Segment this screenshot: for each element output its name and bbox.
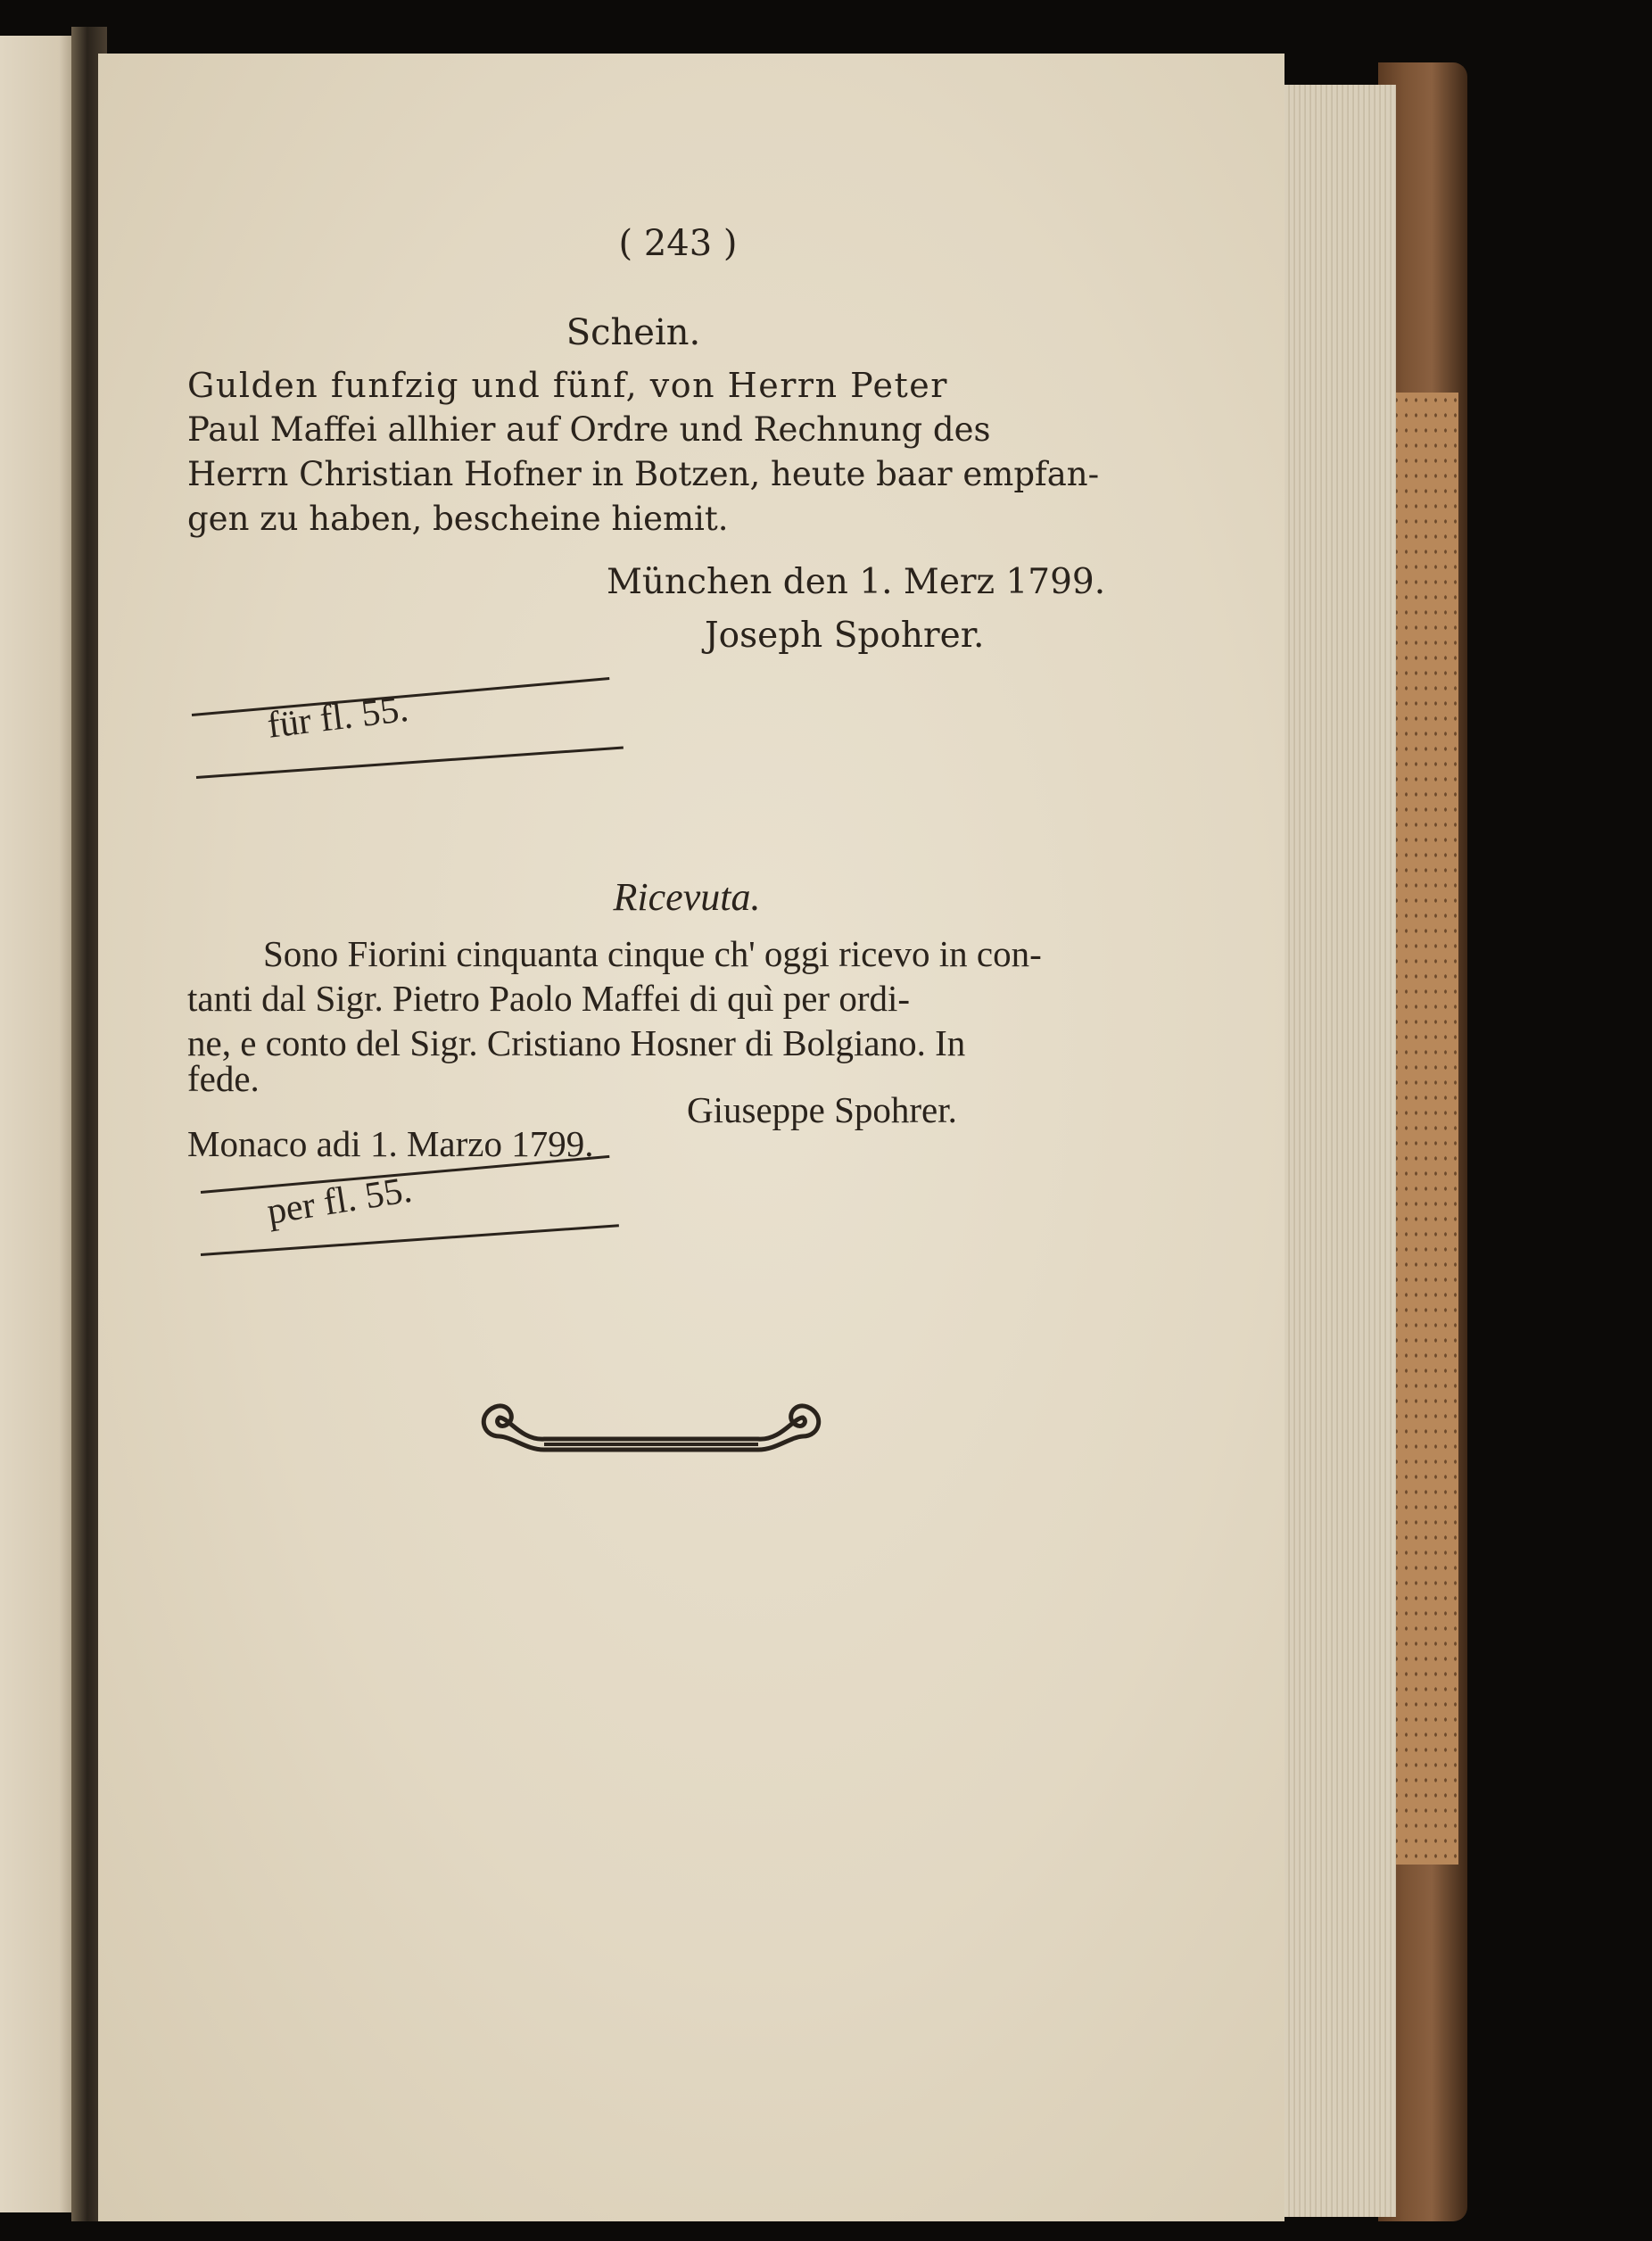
amount-rule [196, 747, 624, 779]
page-number: ( 243 ) [618, 223, 738, 264]
german-signature: Joseph Spohrer. [705, 616, 985, 656]
german-receipt-line: Herrn Christian Hofner in Botzen, heute baar empfan- [187, 455, 1100, 493]
german-receipt-line: gen zu haben, bescheine hiemit. [187, 500, 729, 538]
cover-binding-texture [1392, 393, 1458, 1865]
page-edges [1280, 85, 1396, 2217]
italian-receipt-line: fede. [187, 1058, 260, 1099]
italian-amount-stamp: per fl. 55. [264, 1169, 415, 1233]
german-receipt-line: Paul Maffei allhier auf Ordre und Rechnung des [187, 410, 991, 449]
book-page [98, 54, 1284, 2221]
italian-signature: Giuseppe Spohrer. [687, 1089, 957, 1130]
scroll-bracket-ornament-icon [473, 1387, 830, 1459]
italian-place-date: Monaco adi 1. Marzo 1799. [187, 1123, 594, 1164]
german-amount-stamp: für fl. 55. [265, 688, 411, 747]
italian-receipt-line: tanti dal Sigr. Pietro Paolo Maffei di quì per ordi- [187, 978, 911, 1019]
german-receipt-heading: Schein. [566, 312, 701, 353]
amount-rule [201, 1224, 619, 1256]
italian-receipt-line: ne, e conto del Sigr. Cristiano Hosner di Bolgiano. In [187, 1022, 966, 1063]
italian-receipt-line: Sono Fiorini cinquanta cinque ch' oggi ricevo in con- [263, 933, 1042, 974]
italian-receipt-heading: Ricevuta. [613, 875, 761, 919]
german-place-date: München den 1. Merz 1799. [607, 562, 1106, 602]
german-receipt-line: Gulden funfzig und fünf, von Herrn Peter [187, 366, 948, 405]
